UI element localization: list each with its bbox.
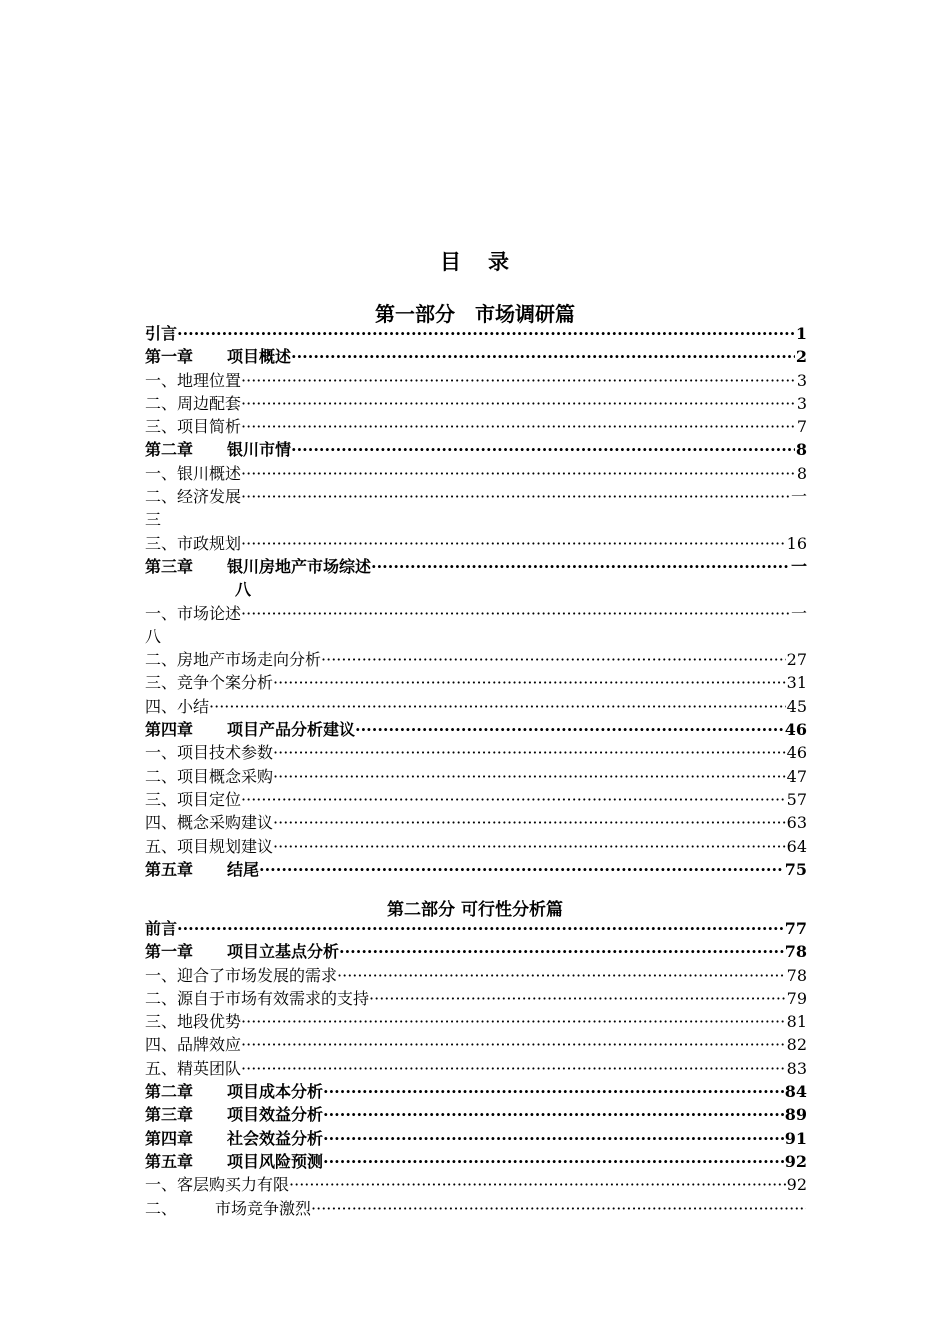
entry-title (145, 485, 241, 508)
page-number: 一 (790, 487, 807, 507)
page-number: 57 (786, 789, 807, 809)
toc-section-entry[interactable] (145, 1033, 807, 1056)
toc-section-entry[interactable] (145, 369, 807, 392)
entry-title (145, 1103, 323, 1126)
leader-dots (241, 369, 796, 392)
page-number: 8 (795, 440, 807, 460)
page-number: 2 (795, 347, 807, 367)
entry-label: 三、地段优势 (145, 1012, 242, 1032)
toc-section-entry[interactable] (145, 964, 807, 987)
entry-label: 三、竞争个案分析 (145, 673, 274, 693)
leader-dots (177, 322, 795, 345)
part1-heading: 第一部分 市场调研篇 (375, 302, 575, 326)
page-number: 46 (784, 720, 807, 740)
page-number: 84 (784, 1082, 807, 1102)
toc-section-entry[interactable] (145, 602, 807, 649)
toc-chapter-entry[interactable] (145, 940, 807, 963)
page-number: 8 (796, 463, 807, 483)
toc-section-entry[interactable] (145, 1057, 807, 1080)
leader-dots (337, 964, 786, 987)
entry-label: 四、品牌效应 (145, 1035, 242, 1055)
toc-chapter-entry[interactable] (145, 1127, 807, 1150)
entry-label: 四、概念采购建议 (145, 813, 274, 833)
toc-section-entry[interactable] (145, 788, 807, 811)
page-number: 63 (786, 813, 807, 833)
toc-chapter-entry[interactable] (145, 345, 807, 368)
leader-dots (323, 1150, 784, 1173)
chapter-number: 第四章 (145, 1128, 194, 1148)
toc-chapter-entry[interactable] (145, 1150, 807, 1173)
entry-label: 三、市政规划 (145, 533, 242, 553)
toc-section-entry[interactable] (145, 1197, 807, 1220)
chapter-number: 第二章 (145, 440, 194, 460)
entry-title (145, 392, 241, 415)
entry-title (145, 438, 291, 461)
toc-section-entry[interactable] (145, 485, 807, 532)
leader-dots (273, 671, 786, 694)
page-number: 78 (786, 965, 807, 985)
leader-dots (371, 555, 790, 578)
page-number: 一 (790, 603, 807, 623)
entry-label: 前言 (145, 919, 178, 938)
entry-label: 结尾 (227, 859, 260, 879)
entry-title (145, 1080, 323, 1103)
leader-dots (289, 1173, 786, 1196)
entry-label: 五、精英团队 (145, 1058, 242, 1078)
toc-section-entry[interactable] (145, 462, 807, 485)
toc-section-entry[interactable] (145, 987, 807, 1010)
leader-dots (241, 602, 790, 625)
entry-label: 银川房地产市场综述 (227, 556, 372, 576)
page-number: 7 (796, 417, 807, 437)
entry-label: 五、项目规划建议 (145, 836, 274, 856)
entry-title (145, 555, 371, 578)
entry-label: 项目概述 (227, 347, 292, 367)
leader-dots (177, 917, 784, 940)
leader-dots (241, 1057, 786, 1080)
leader-dots (273, 765, 786, 788)
entry-label: 四、小结 (145, 696, 210, 716)
toc-title-char-1: 目 (440, 249, 462, 274)
toc-title-char-2: 录 (488, 249, 510, 274)
leader-dots (323, 1127, 784, 1150)
toc-section-entry[interactable] (145, 648, 807, 671)
entry-title (145, 835, 273, 858)
entry-title (145, 1010, 241, 1033)
entry-title (145, 964, 337, 987)
entry-label: 银川市情 (227, 440, 292, 460)
page-number-wrap: 三 (145, 510, 162, 530)
entry-title (145, 1173, 289, 1196)
leader-dots (241, 1033, 786, 1056)
entry-label: 二、周边配套 (145, 393, 242, 413)
entry-label: 二、 (145, 1198, 178, 1218)
toc-section-entry[interactable] (145, 1173, 807, 1196)
page-number: 3 (796, 393, 807, 413)
toc-chapter-entry[interactable] (145, 1080, 807, 1103)
leader-dots (209, 695, 786, 718)
entry-label: 一、项目技术参数 (145, 743, 274, 763)
toc-chapter-entry[interactable] (145, 1103, 807, 1126)
page-number-wrap: 八 (235, 580, 252, 600)
toc-chapter-entry[interactable] (145, 555, 807, 602)
page-number: 83 (786, 1058, 807, 1078)
leader-dots (369, 987, 786, 1010)
entry-label: 一、市场论述 (145, 603, 242, 623)
leader-dots (241, 1010, 786, 1033)
entry-title (145, 940, 339, 963)
part2-heading: 第二部分 可行性分析篇 (387, 900, 563, 920)
leader-dots (355, 718, 784, 741)
entry-title (145, 602, 241, 625)
entry-title (145, 741, 273, 764)
entry-label: 三、项目简析 (145, 417, 242, 437)
leader-dots (273, 835, 786, 858)
entry-title (145, 1197, 311, 1220)
toc-section-entry[interactable] (145, 835, 807, 858)
page-number: 3 (796, 370, 807, 390)
entry-label: 项目风险预测 (227, 1151, 324, 1171)
page-number: 82 (786, 1035, 807, 1055)
chapter-number: 第二章 (145, 1082, 194, 1102)
entry-title (145, 987, 369, 1010)
entry-title (145, 1127, 323, 1150)
entry-title (145, 532, 241, 555)
toc-section-entry[interactable] (145, 392, 807, 415)
entry-label: 二、项目概念采购 (145, 766, 274, 786)
entry-label: 二、源自于市场有效需求的支持 (145, 988, 370, 1008)
toc-chapter-entry[interactable] (145, 438, 807, 461)
page-number-wrap: 八 (145, 626, 162, 646)
entry-title (145, 917, 177, 940)
leader-dots (291, 345, 795, 368)
entry-title (145, 1033, 241, 1056)
page-number: 31 (786, 673, 807, 693)
entry-label: 一、客层购买力有限 (145, 1175, 290, 1195)
toc-section-entry[interactable] (145, 765, 807, 788)
page-number: 78 (784, 942, 807, 962)
toc-section-entry[interactable] (145, 671, 807, 694)
entry-label: 项目立基点分析 (227, 942, 340, 962)
leader-dots (291, 438, 795, 461)
entry-title (145, 415, 241, 438)
entry-title (145, 462, 241, 485)
entry-label: 项目产品分析建议 (227, 720, 356, 740)
leader-dots (241, 415, 796, 438)
entry-label: 二、经济发展 (145, 487, 242, 507)
chapter-number: 第三章 (145, 1105, 194, 1125)
entry-title (145, 718, 355, 741)
page-number: 47 (786, 766, 807, 786)
page-number: 92 (786, 1175, 807, 1195)
leader-dots (311, 1197, 806, 1220)
leader-dots (273, 741, 786, 764)
entry-label: 引言 (145, 324, 178, 343)
toc-section-entry[interactable] (145, 811, 807, 834)
leader-dots (321, 648, 786, 671)
chapter-number: 第五章 (145, 1151, 194, 1171)
entry-title (145, 1057, 241, 1080)
entry-title (145, 648, 321, 671)
page-number: 81 (786, 1012, 807, 1032)
leader-dots (323, 1103, 784, 1126)
toc-section-entry[interactable] (145, 415, 807, 438)
entry-title (145, 858, 259, 881)
page-number: 16 (786, 533, 807, 553)
part1-toc-list (145, 322, 807, 881)
toc-section-entry[interactable] (145, 1010, 807, 1033)
leader-dots (241, 788, 786, 811)
entry-label: 一、迎合了市场发展的需求 (145, 965, 338, 985)
entry-label: 二、房地产市场走向分析 (145, 650, 322, 670)
chapter-number: 第三章 (145, 556, 194, 576)
leader-dots (259, 858, 784, 881)
toc-section-entry[interactable] (145, 695, 807, 718)
page-number: 1 (795, 324, 807, 343)
entry-title (145, 765, 273, 788)
entry-title (145, 1150, 323, 1173)
chapter-number: 第四章 (145, 720, 194, 740)
chapter-number: 第五章 (145, 859, 194, 879)
part2-toc-list (145, 917, 807, 1220)
page-number: 27 (786, 650, 807, 670)
entry-label: 一、地理位置 (145, 370, 242, 390)
leader-dots (241, 462, 796, 485)
page-number: 一 (790, 556, 807, 576)
toc-chapter-entry[interactable] (145, 917, 807, 940)
page-number: 89 (784, 1105, 807, 1125)
entry-label: 项目效益分析 (227, 1105, 324, 1125)
page-number: 79 (786, 988, 807, 1008)
page-number: 45 (786, 696, 807, 716)
entry-title (145, 811, 273, 834)
leader-dots (241, 532, 786, 555)
chapter-number: 第一章 (145, 347, 194, 367)
entry-title (145, 345, 291, 368)
page-number: 92 (784, 1151, 807, 1171)
entry-title (145, 369, 241, 392)
toc-chapter-entry[interactable] (145, 858, 807, 881)
entry-title (145, 671, 273, 694)
entry-label: 社会效益分析 (227, 1128, 324, 1148)
entry-label: 市场竞争激烈 (215, 1198, 312, 1218)
toc-section-entry[interactable] (145, 741, 807, 764)
page-number: 64 (786, 836, 807, 856)
chapter-number: 第一章 (145, 942, 194, 962)
entry-title (145, 322, 177, 345)
toc-section-entry[interactable] (145, 532, 807, 555)
toc-title (0, 246, 950, 276)
leader-dots (241, 485, 790, 508)
page-number: 75 (784, 859, 807, 879)
entry-label: 三、项目定位 (145, 789, 242, 809)
entry-title (145, 788, 241, 811)
entry-label: 一、银川概述 (145, 463, 242, 483)
toc-chapter-entry[interactable] (145, 322, 807, 345)
toc-chapter-entry[interactable] (145, 718, 807, 741)
leader-dots (273, 811, 786, 834)
page-number: 91 (784, 1128, 807, 1148)
leader-dots (339, 940, 784, 963)
leader-dots (323, 1080, 784, 1103)
entry-title (145, 695, 209, 718)
entry-label: 项目成本分析 (227, 1082, 324, 1102)
page-number: 46 (786, 743, 807, 763)
page-number: 77 (784, 919, 807, 938)
leader-dots (241, 392, 796, 415)
